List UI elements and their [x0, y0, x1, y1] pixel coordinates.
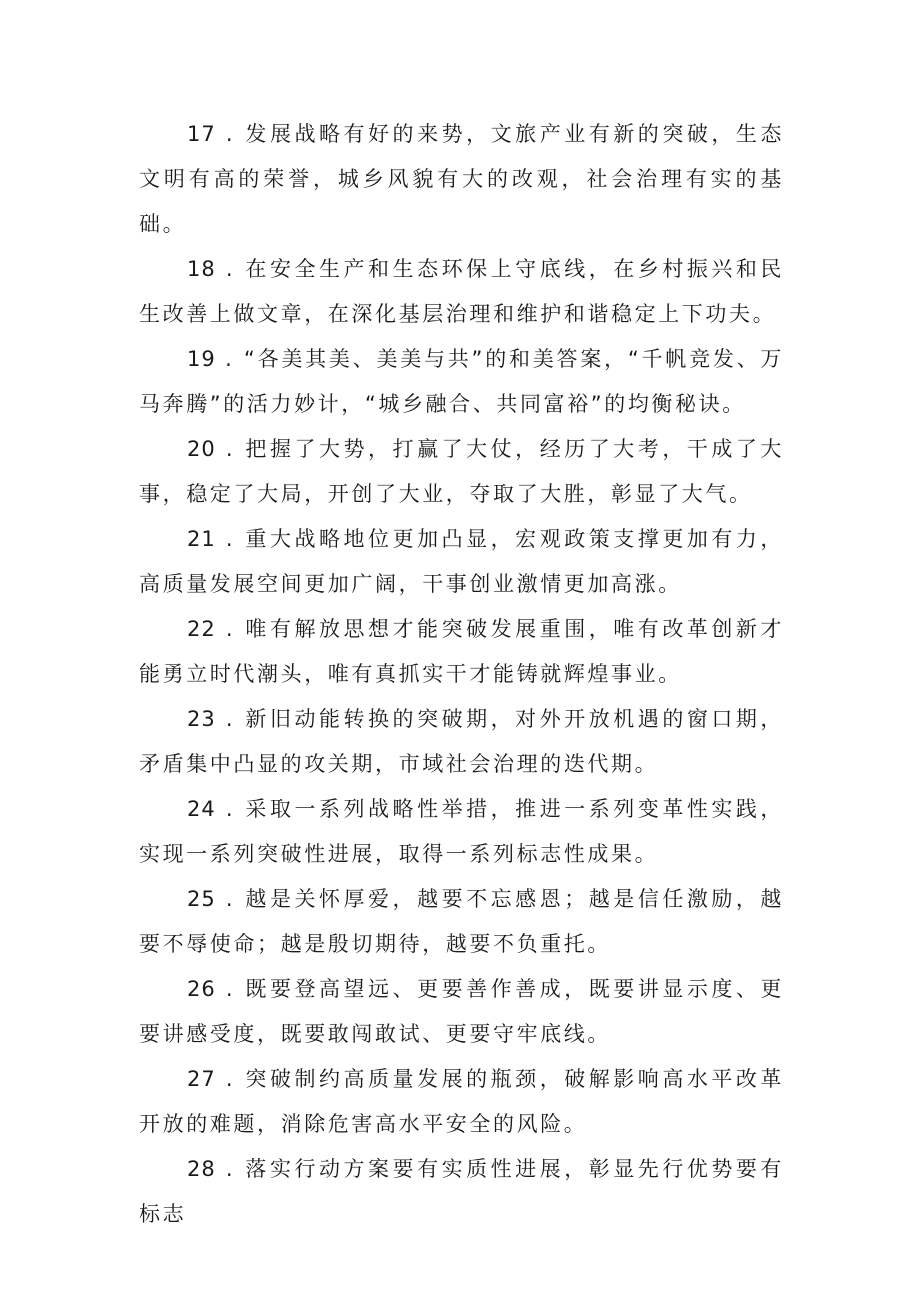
paragraph-number: 20: [187, 437, 216, 461]
numbered-paragraph: [139, 787, 784, 877]
paragraph-separator: .: [215, 1067, 246, 1091]
paragraph-separator: .: [215, 707, 246, 731]
numbered-paragraph: [139, 967, 784, 1057]
paragraph-separator: .: [215, 617, 246, 641]
paragraph-separator: .: [215, 1157, 246, 1181]
paragraph-text: 采取一系列战略性举措，推进一系列变革性实践，实现一系列突破性进展，取得一系列标志性成果。: [139, 797, 785, 866]
numbered-paragraph: [139, 607, 784, 697]
paragraph-number: 23: [187, 707, 216, 731]
paragraph-number: 22: [187, 617, 216, 641]
paragraph-text: 越是关怀厚爱，越要不忘感恩；越是信任激励，越要不辱使命；越是殷切期待，越要不负重托。: [139, 887, 785, 956]
numbered-paragraph: [139, 877, 784, 967]
paragraph-text: 重大战略地位更加凸显，宏观政策支撑更加有力，高质量发展空间更加广阔，干事创业激情更加高涨。: [139, 527, 785, 596]
paragraph-text: 在安全生产和生态环保上守底线，在乡村振兴和民生改善上做文章，在深化基层治理和维护和谐稳定上下功夫。: [139, 257, 785, 326]
paragraph-separator: .: [215, 977, 246, 1001]
numbered-paragraph: [139, 1057, 784, 1147]
paragraph-number: 18: [187, 257, 216, 281]
paragraph-separator: .: [215, 527, 246, 551]
paragraph-separator: .: [215, 797, 246, 821]
paragraph-number: 24: [187, 797, 216, 821]
numbered-paragraph: [139, 247, 784, 337]
paragraph-number: 28: [187, 1157, 216, 1181]
paragraph-text: 新旧动能转换的突破期，对外开放机遇的窗口期，矛盾集中凸显的攻关期，市域社会治理的迭代期。: [139, 707, 785, 776]
paragraph-number: 19: [187, 347, 216, 371]
numbered-paragraph: [139, 337, 784, 427]
numbered-paragraph: [139, 697, 784, 787]
numbered-paragraph: [139, 1147, 784, 1237]
paragraph-text: “各美其美、美美与共”的和美答案，“千帆竞发、万马奔腾”的活力妙计，“城乡融合、共同富裕”的均衡秘诀。: [139, 347, 784, 416]
paragraph-text: 发展战略有好的来势，文旅产业有新的突破，生态文明有高的荣誉，城乡风貌有大的改观，社会治理有实的基础。: [139, 122, 785, 236]
paragraph-separator: .: [215, 347, 244, 371]
document-body: [139, 112, 784, 1237]
paragraph-text: 落实行动方案要有实质性进展，彰显先行优势要有标志: [139, 1157, 785, 1226]
paragraph-separator: .: [215, 122, 246, 146]
paragraph-separator: .: [215, 437, 246, 461]
paragraph-number: 27: [187, 1067, 216, 1091]
paragraph-number: 25: [187, 887, 216, 911]
numbered-paragraph: [139, 112, 784, 247]
numbered-paragraph: [139, 517, 784, 607]
paragraph-text: 既要登高望远、更要善作善成，既要讲显示度、更要讲感受度，既要敢闯敢试、更要守牢底线。: [139, 977, 785, 1046]
paragraph-text: 突破制约高质量发展的瓶颈，破解影响高水平改革开放的难题，消除危害高水平安全的风险。: [139, 1067, 785, 1136]
paragraph-number: 21: [187, 527, 216, 551]
paragraph-separator: .: [215, 887, 246, 911]
paragraph-number: 26: [187, 977, 216, 1001]
paragraph-text: 唯有解放思想才能突破发展重围，唯有改革创新才能勇立时代潮头，唯有真抓实干才能铸就辉煌事业。: [139, 617, 785, 686]
paragraph-text: 把握了大势，打赢了大仗，经历了大考，干成了大事，稳定了大局，开创了大业，夺取了大胜，彰显了大气。: [139, 437, 785, 506]
paragraph-number: 17: [187, 122, 216, 146]
numbered-paragraph: [139, 427, 784, 517]
paragraph-separator: .: [215, 257, 246, 281]
